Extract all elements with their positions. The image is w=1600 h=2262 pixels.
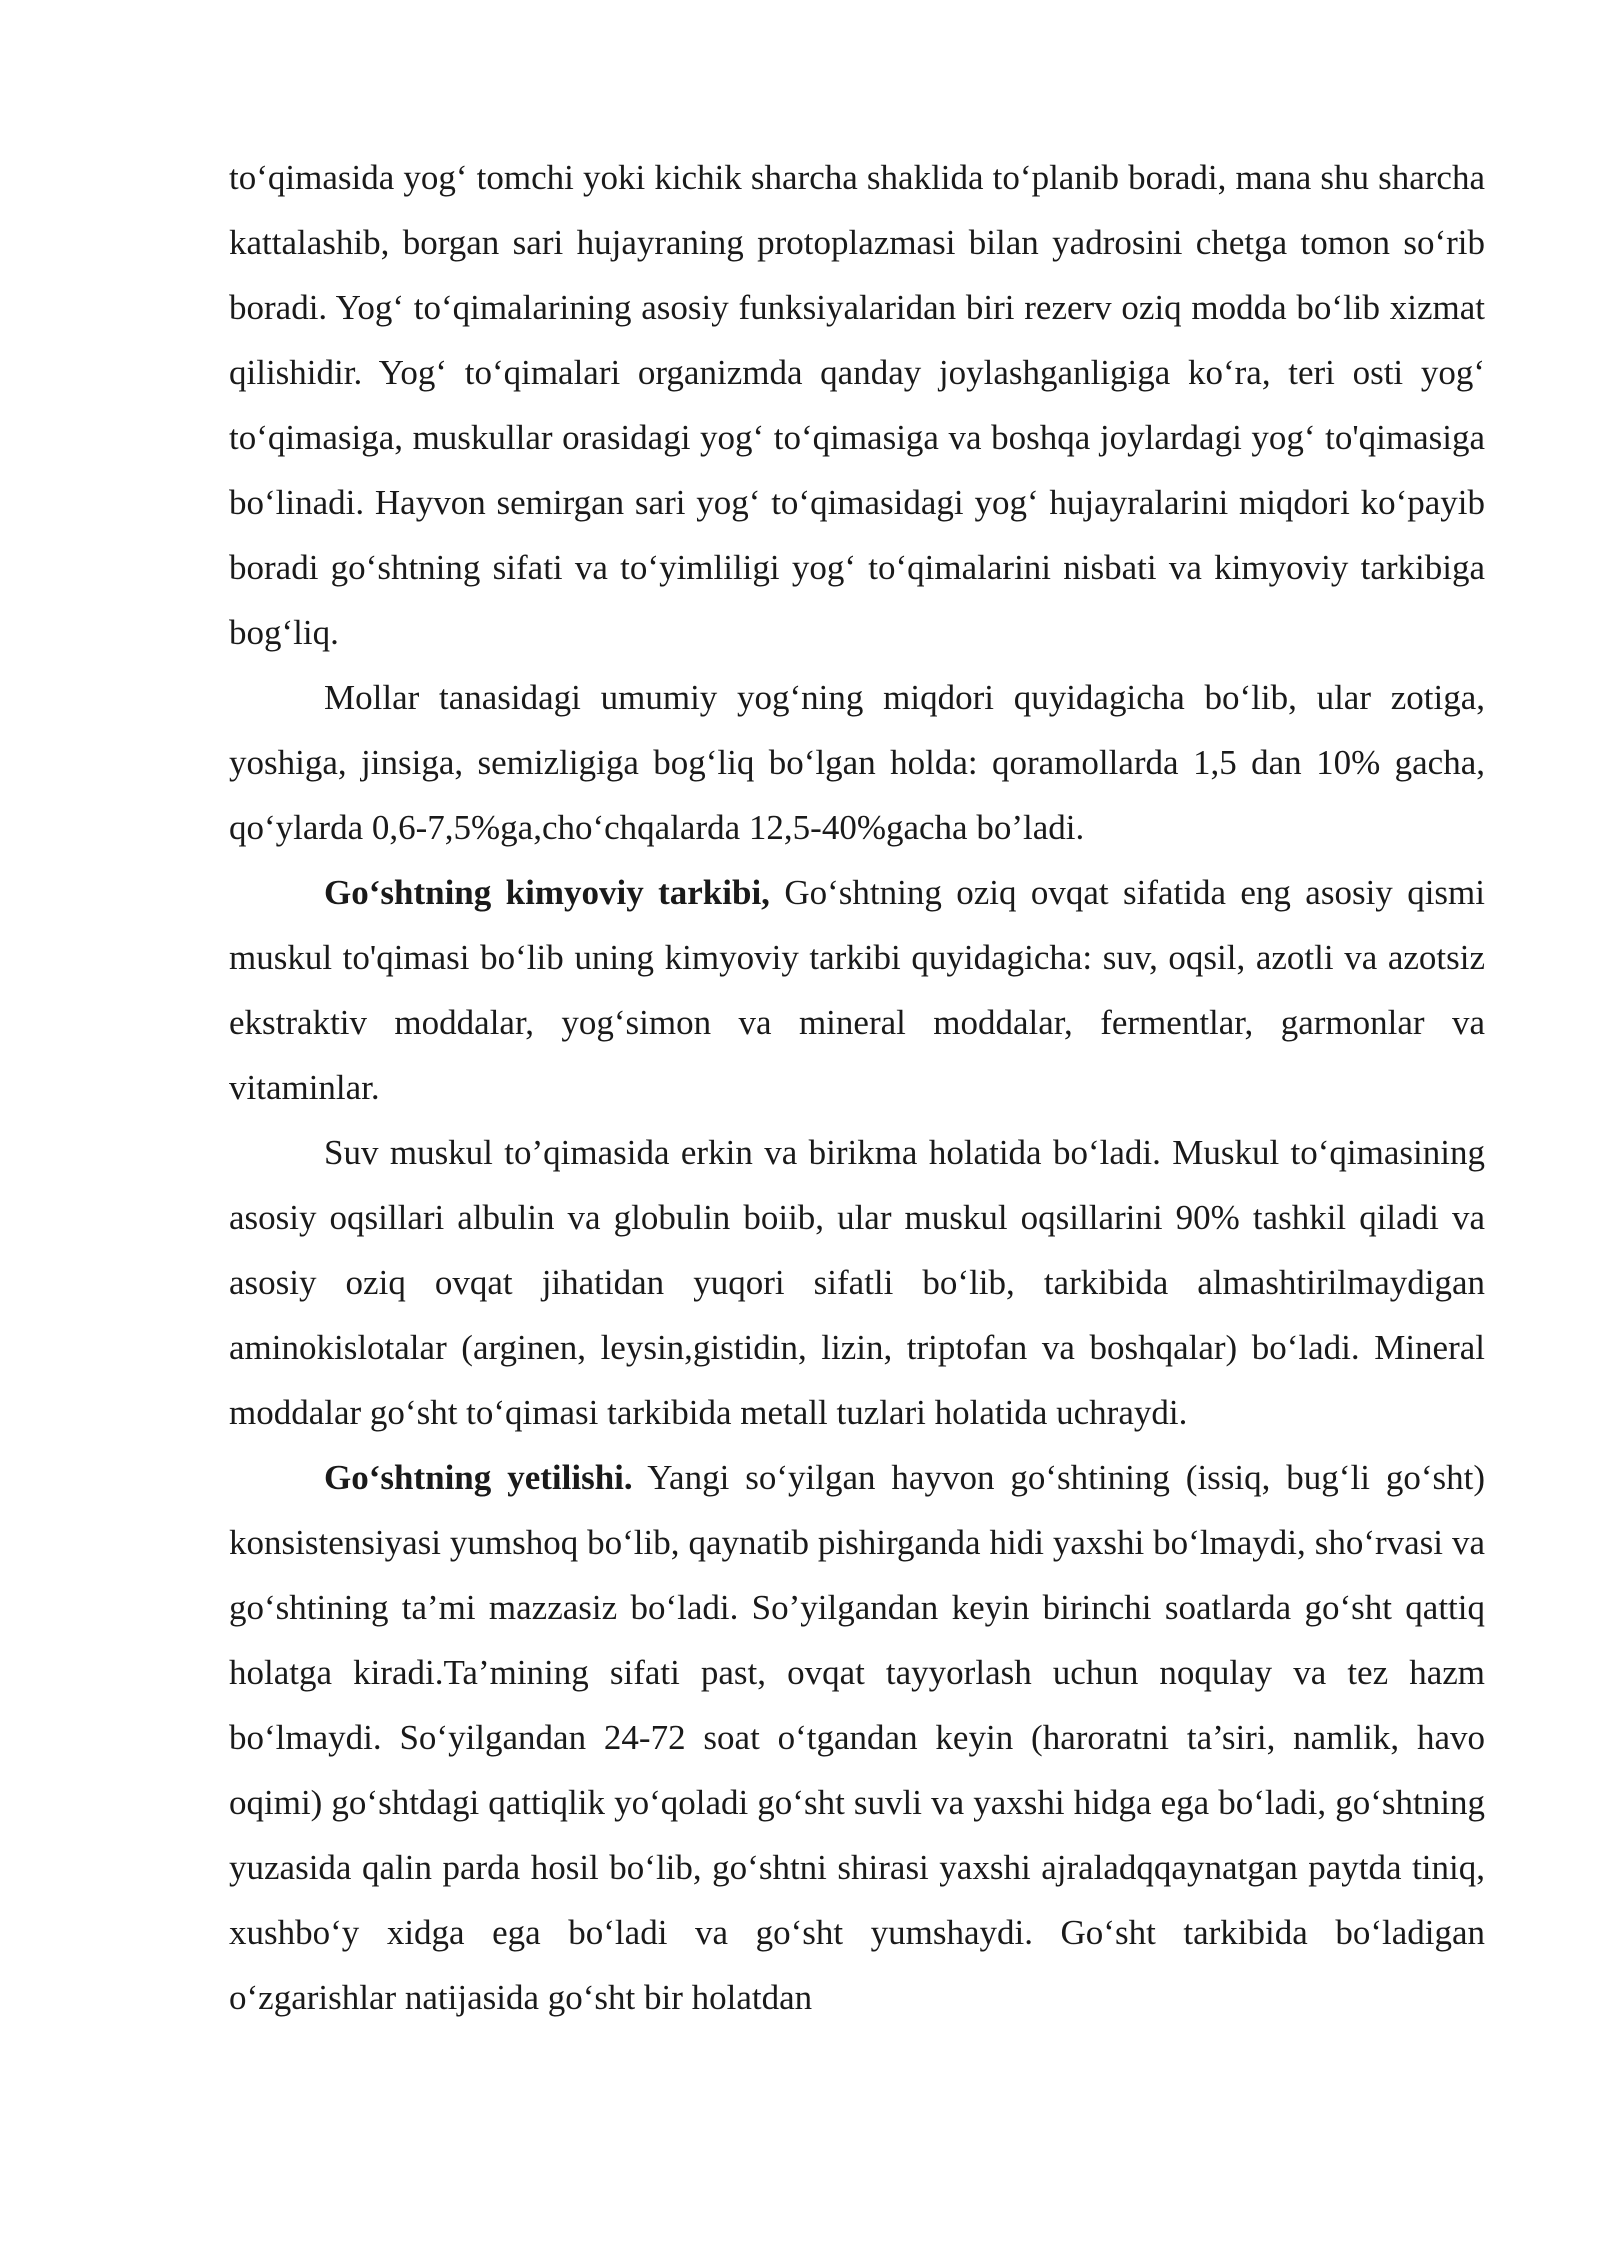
paragraph-text: Mollar tanasidagi umumiy yog‘ning miqdori quyidagicha bo‘lib, ular zotiga, yoshiga, jinsiga, semizligiga bog‘liq bo‘lgan holda: qoramollarda 1,5 dan 10% gacha, qo‘ylarda 0,6-7,5%ga,cho‘chqalarda 12,5-40%gacha bo’ladi. (229, 678, 1485, 847)
paragraph-fat-tissue (229, 145, 1485, 665)
paragraph-meat-maturation (229, 1445, 1485, 2030)
paragraph-water-proteins (229, 1120, 1485, 1445)
paragraph-text: Yangi so‘yilgan hayvon go‘shtining (issiq, bug‘li go‘sht) konsistensiyasi yumshoq bo‘lib, qaynatib pishirganda hidi yaxshi bo‘lmaydi, sho‘rvasi va go‘shtining ta’mi mazzasiz bo‘ladi. So’yilgandan keyin birinchi soatlarda go‘sht qattiq holatga kiradi.Ta’mining sifati past, ovqat tayyorlash uchun noqulay va tez hazm bo‘lmaydi. So‘yilgandan 24-72 soat o‘tgandan keyin (haroratni ta’siri, namlik, havo oqimi) go‘shtdagi qattiqlik yo‘qoladi go‘sht suvli va yaxshi hidga ega bo‘ladi, go‘shtning yuzasida qalin parda hosil bo‘lib, go‘shtni shirasi yaxshi ajraladqqaynatgan paytda tiniq, xushbo‘y xidga ega bo‘ladi va go‘sht yumshaydi. Go‘sht tarkibida bo‘ladigan o‘zgarishlar natijasida go‘sht bir holatdan (229, 1458, 1486, 2017)
paragraph-text: to‘qimasida yog‘ tomchi yoki kichik sharcha shaklida to‘planib boradi, mana shu sharcha kattalashib, borgan sari hujayraning protoplazmasi bilan yadrosini chetga tomon so‘rib boradi. Yog‘ to‘qimalarining asosiy funksiyalaridan biri rezerv oziq modda bo‘lib xizmat qilishidir. Yog‘ to‘qimalari organizmda qanday joylashganligiga ko‘ra, teri osti yog‘ to‘qimasiga, muskullar orasidagi yog‘ to‘qimasiga va boshqa joylardagi yog‘ to'qimasiga bo‘linadi. Hayvon semirgan sari yog‘ to‘qimasidagi yog‘ hujayralarini miqdori ko‘payib boradi go‘shtning sifati va to‘yimliligi yog‘ to‘qimalarini nisbati va kimyoviy tarkibiga bog‘liq. (229, 158, 1485, 652)
section-heading: Go‘shtning yetilishi. (324, 1458, 633, 1497)
paragraph-text: Suv muskul to’qimasida erkin va birikma holatida bo‘ladi. Muskul to‘qimasining asosiy oqsillari albulin va globulin boiib, ular muskul oqsillarini 90% tashkil qiladi va asosiy oziq ovqat jihatidan yuqori sifatli bo‘lib, tarkibida almashtirilmaydigan aminokislotalar (arginen, leysin,gistidin, lizin, triptofan va boshqalar) bo‘ladi. Mineral moddalar go‘sht to‘qimasi tarkibida metall tuzlari holatida uchraydi. (229, 1133, 1485, 1432)
paragraph-chemical-composition (229, 860, 1485, 1120)
document-page (229, 145, 1485, 2030)
section-heading: Go‘shtning kimyoviy tarkibi, (324, 873, 770, 912)
paragraph-fat-amount (229, 665, 1485, 860)
paragraph-text: Go‘shtning oziq ovqat sifatida eng asosiy qismi muskul to'qimasi bo‘lib uning kimyoviy tarkibi quyidagicha: suv, oqsil, azotli va azotsiz ekstraktiv moddalar, yog‘simon va mineral moddalar, fermentlar, garmonlar va vitaminlar. (229, 873, 1485, 1107)
